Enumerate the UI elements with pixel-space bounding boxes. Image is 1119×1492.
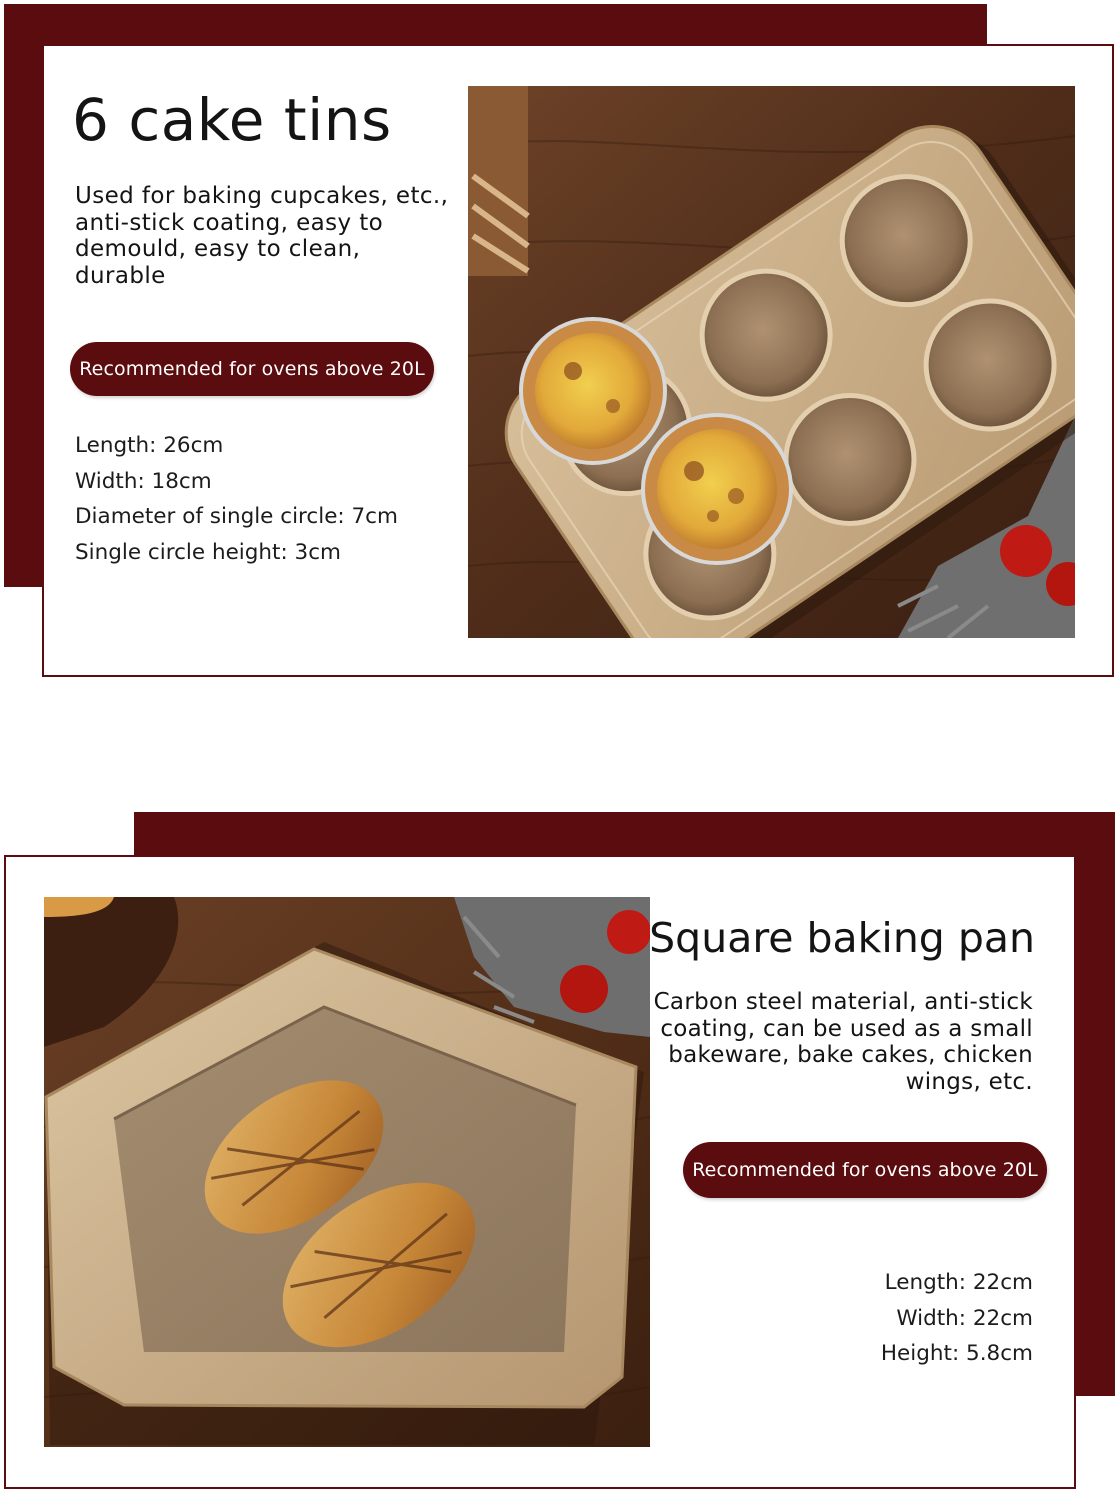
square-pan-description: Carbon steel material, anti-stick coating, can be used as a small bakeware, bake cakes, chicken wings, etc. [653, 989, 1033, 1095]
cake-tins-oven-badge: Recommended for ovens above 20L [70, 342, 434, 396]
spec-length: Length: 22cm [884, 1270, 1033, 1295]
spec-width: Width: 22cm [896, 1305, 1033, 1331]
square-pan-spec-list [881, 1265, 1033, 1372]
spec-width: Width: 18cm [75, 468, 212, 494]
spec-circle-height: Single circle height: 3cm [75, 539, 341, 565]
basket-decoration [468, 86, 528, 276]
square-pan-title: Square baking pan [649, 914, 1035, 962]
cake-tins-description: Used for baking cupcakes, etc., anti-stick coating, easy to demould, easy to clean, durable [75, 183, 449, 289]
square-pan-image [44, 897, 650, 1447]
muffin-pan-image [468, 86, 1075, 638]
cake-tins-product-photo [468, 86, 1075, 638]
cake-tins-spec-list [75, 428, 398, 570]
square-pan-product-photo [44, 897, 650, 1447]
square-pan-oven-badge: Recommended for ovens above 20L [683, 1142, 1047, 1198]
spec-circle-diameter: Diameter of single circle: 7cm [75, 504, 398, 529]
cake-tins-title: 6 cake tins [72, 86, 392, 154]
spec-height: Height: 5.8cm [880, 1341, 1033, 1366]
spec-length: Length: 26cm [75, 433, 224, 458]
